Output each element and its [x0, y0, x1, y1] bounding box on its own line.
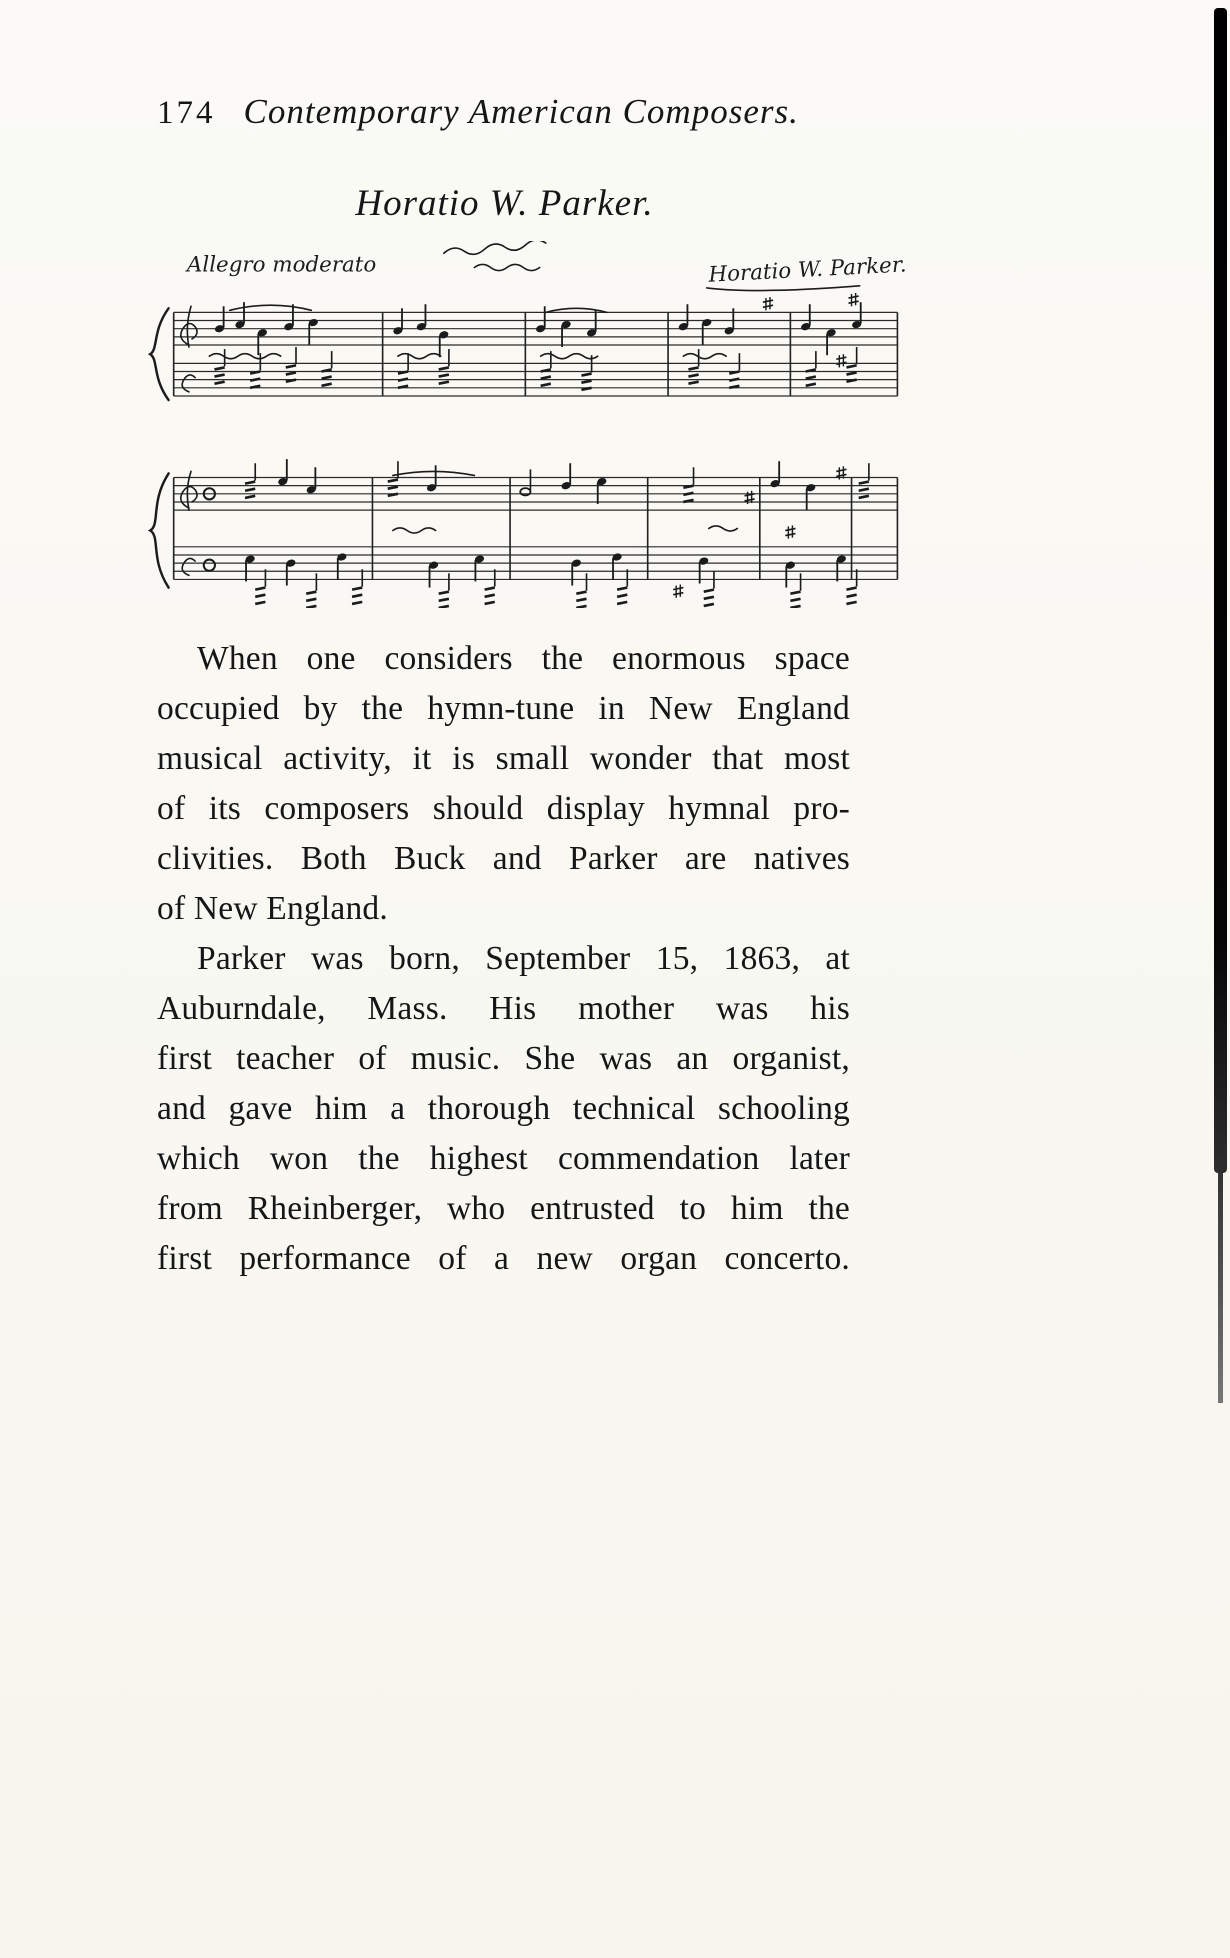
text-line: When one considers the enormous space — [197, 640, 850, 677]
score-system-2 — [150, 459, 897, 608]
running-header: Contemporary American Composers. — [243, 92, 799, 131]
text-line: Parker was born, September 15, 1863, at — [197, 940, 850, 977]
slur — [230, 305, 312, 310]
text-line: clivities. Both Buck and Parker are natives — [157, 840, 850, 877]
music-score — [138, 241, 933, 608]
paragraph — [157, 634, 850, 934]
text-line: first teacher of music. She was an organist, — [157, 1040, 850, 1077]
dynamics-scribble — [541, 354, 598, 359]
score-signature: Horatio W. Parker. — [707, 252, 908, 288]
music-score-svg — [138, 241, 928, 608]
staff — [174, 363, 898, 396]
text-line: Auburndale, Mass. His mother was his — [157, 990, 850, 1027]
text-line: of New England. — [157, 890, 388, 927]
clef-icon — [182, 375, 195, 392]
score-system-1 — [150, 293, 897, 400]
score-inscription-scribble — [444, 241, 546, 254]
text-line: first performance of a new organ concerto. — [157, 1240, 850, 1277]
dynamics-scribble — [393, 528, 436, 533]
staff — [174, 312, 898, 345]
text-line: of its composers should display hymnal pro- — [157, 790, 850, 827]
text-line: which won the highest commendation later — [157, 1140, 850, 1177]
dynamics-scribble — [709, 526, 738, 531]
whole-note — [204, 560, 215, 571]
text-line: from Rheinberger, who entrusted to him the — [157, 1190, 850, 1227]
page-number: 174 — [157, 95, 216, 131]
text-line: musical activity, it is small wonder that most — [157, 740, 850, 777]
dynamics-scribble — [683, 354, 726, 359]
slur — [393, 471, 475, 475]
paragraph — [157, 934, 850, 1284]
dynamics-scribble — [209, 354, 280, 359]
text-line: occupied by the hymn-tune in New England — [157, 690, 850, 727]
grand-staff-brace — [150, 308, 168, 400]
text-line: and gave him a thorough technical schooling — [157, 1090, 850, 1127]
score-annotations — [185, 241, 907, 291]
grand-staff-brace — [150, 473, 168, 587]
section-title: Horatio W. Parker. — [355, 183, 654, 224]
book-binding-edge — [1214, 8, 1227, 1173]
page-header — [157, 92, 1230, 132]
body-text — [157, 634, 850, 1284]
score-inscription-scribble — [474, 264, 539, 270]
score-tempo-marking: Allegro moderato — [186, 252, 377, 278]
bass-clef-icon — [182, 558, 195, 575]
dynamics-scribble — [398, 354, 441, 359]
